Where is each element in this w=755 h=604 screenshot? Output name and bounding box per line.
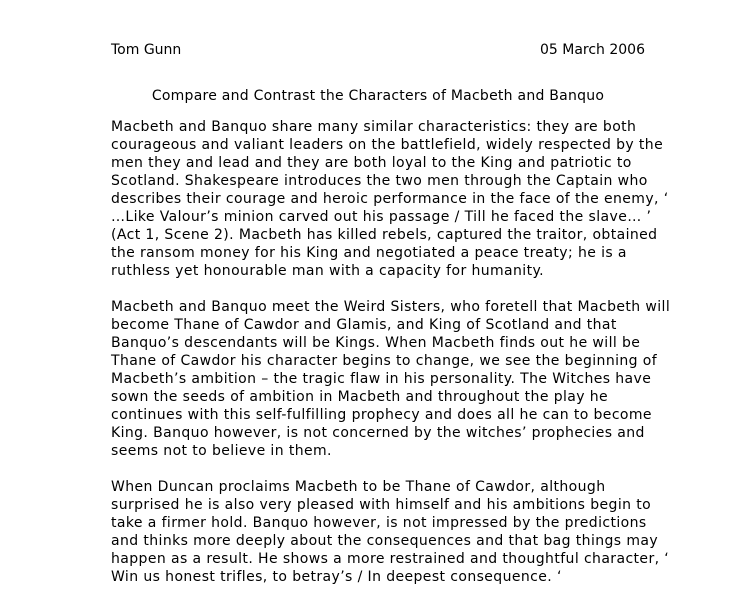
text-line: surprised he is also very pleased with himself and his ambitions begin to xyxy=(111,497,652,513)
paragraph xyxy=(111,298,671,460)
document-title: Compare and Contrast the Characters of Macbeth and Banquo xyxy=(151,88,605,104)
text-line: …Like Valour’s minion carved out his passage / Till he faced the slave… ’ xyxy=(111,209,652,225)
text-line: When Duncan proclaims Macbeth to be Thane of Cawdor, although xyxy=(111,479,606,495)
text-line: the ransom money for his King and negotiated a peace treaty; he is a xyxy=(111,245,627,261)
text-line: describes their courage and heroic performance in the face of the enemy, ‘ xyxy=(111,191,669,207)
text-line: become Thane of Cawdor and Glamis, and King of Scotland and that xyxy=(111,317,617,333)
text-line: Macbeth and Banquo share many similar characteristics: they are both xyxy=(111,119,637,135)
text-line: courageous and valiant leaders on the battlefield, widely respected by the xyxy=(111,137,664,153)
text-line: Banquo’s descendants will be Kings. When Macbeth finds out he will be xyxy=(111,335,641,351)
text-line: take a firmer hold. Banquo however, is not impressed by the predictions xyxy=(111,515,647,531)
text-line: Macbeth’s ambition – the tragic flaw in his personality. The Witches have xyxy=(111,371,652,387)
text-line: Macbeth and Banquo meet the Weird Sisters, who foretell that Macbeth will xyxy=(111,299,671,315)
text-line: ruthless yet honourable man with a capacity for humanity. xyxy=(111,263,545,279)
document-date: 05 March 2006 xyxy=(539,42,645,58)
text-line: Thane of Cawdor his character begins to change, we see the beginning of xyxy=(111,353,658,369)
document-body xyxy=(111,118,671,604)
text-line: happen as a result. He shows a more restrained and thoughtful character, ‘ xyxy=(111,551,670,567)
text-line: sown the seeds of ambition in Macbeth and throughout the play he xyxy=(111,389,609,405)
text-line: continues with this self-fulfilling prophecy and does all he can to become xyxy=(111,407,652,423)
text-line: men they and lead and they are both loyal to the King and patriotic to xyxy=(111,155,632,171)
text-line: King. Banquo however, is not concerned by the witches’ prophecies and xyxy=(111,425,645,441)
text-line: (Act 1, Scene 2). Macbeth has killed rebels, captured the traitor, obtained xyxy=(111,227,658,243)
document-header xyxy=(111,42,645,62)
text-line: Win us honest trifles, to betray’s / In deepest consequence. ‘ xyxy=(111,569,562,585)
text-line: Scotland. Shakespeare introduces the two men through the Captain who xyxy=(111,173,648,189)
text-line: and thinks more deeply about the consequences and that bag things may xyxy=(111,533,659,549)
paragraph xyxy=(111,118,671,280)
text-line: seems not to believe in them. xyxy=(111,443,332,459)
paragraph xyxy=(111,478,671,586)
author-name: Tom Gunn xyxy=(111,42,182,58)
